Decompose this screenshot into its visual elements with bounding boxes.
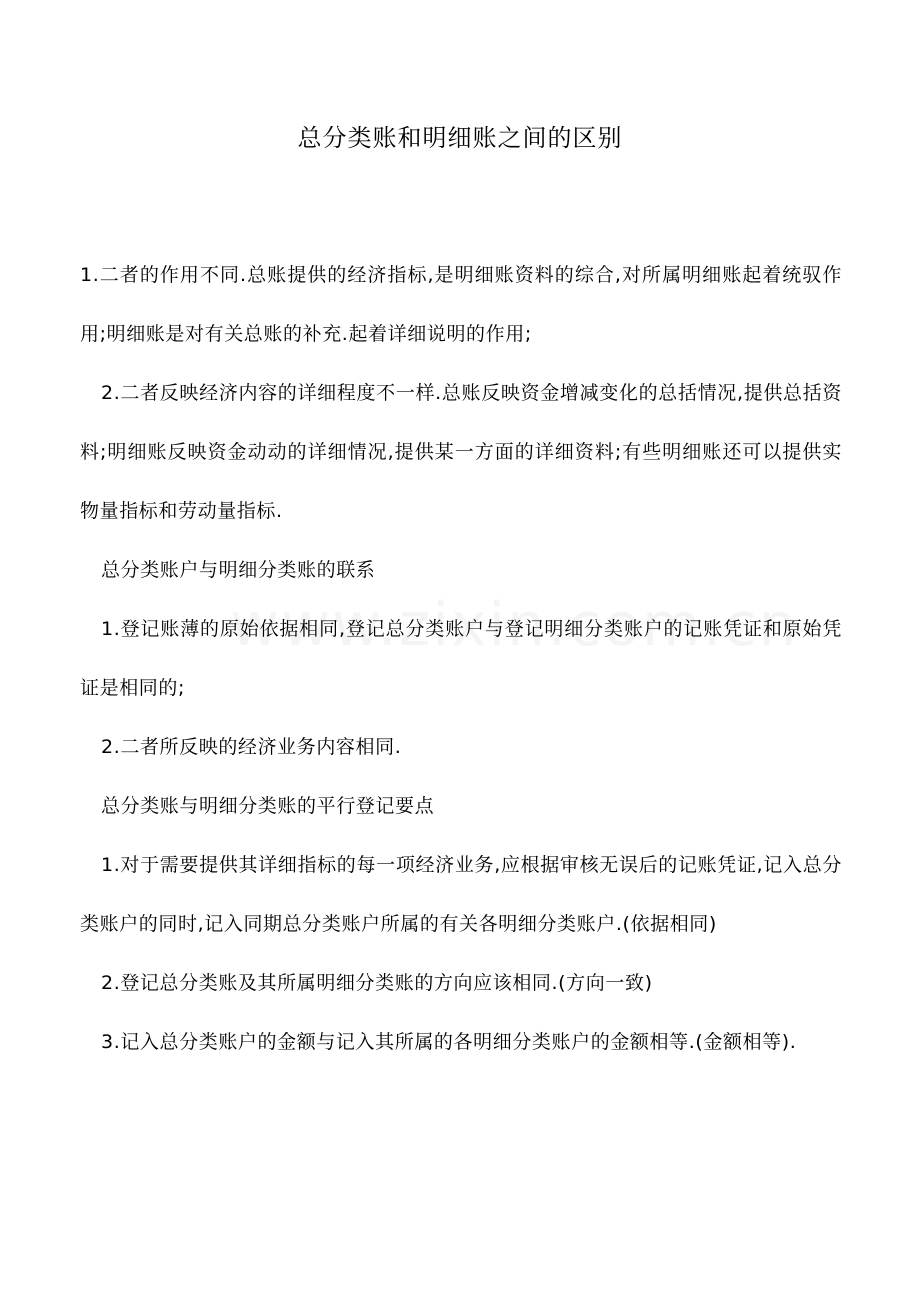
paragraph-same-direction: 2.登记总分类账及其所属明细分类账的方向应该相同.(方向一致) bbox=[101, 972, 653, 994]
paragraph-detail-difference: 2.二者反映经济内容的详细程度不一样.总账反映资金增减变化的总括情况,提供总括资料;明细账反映资金动动的详细情况,提供某一方面的详细资料;有些明细账还可以提供实物量指标和劳动量指标. bbox=[80, 382, 842, 522]
paragraph-same-content: 2.二者所反映的经济业务内容相同. bbox=[101, 736, 402, 758]
document-body bbox=[80, 246, 842, 1072]
section-heading-connection: 总分类账户与明细分类账的联系 bbox=[101, 559, 376, 581]
section-heading-parallel-posting: 总分类账与明细分类账的平行登记要点 bbox=[101, 795, 435, 817]
paragraph-role-difference: 1.二者的作用不同.总账提供的经济指标,是明细账资料的综合,对所属明细账起着统驭作用;明细账是对有关总账的补充.起着详细说明的作用; bbox=[80, 264, 842, 345]
paragraph-equal-amount: 3.记入总分类账户的金额与记入其所属的各明细分类账户的金额相等.(金额相等). bbox=[101, 1031, 797, 1053]
paragraph-same-basis: 1.登记账薄的原始依据相同,登记总分类账户与登记明细分类账户的记账凭证和原始凭证是相同的; bbox=[80, 618, 842, 699]
paragraph-same-period: 1.对于需要提供其详细指标的每一项经济业务,应根据审核无误后的记账凭证,记入总分类账户的同时,记入同期总分类账户所属的有关各明细分类账户.(依据相同) bbox=[80, 854, 842, 935]
document-title: 总分类账和明细账之间的区别 bbox=[297, 124, 623, 152]
